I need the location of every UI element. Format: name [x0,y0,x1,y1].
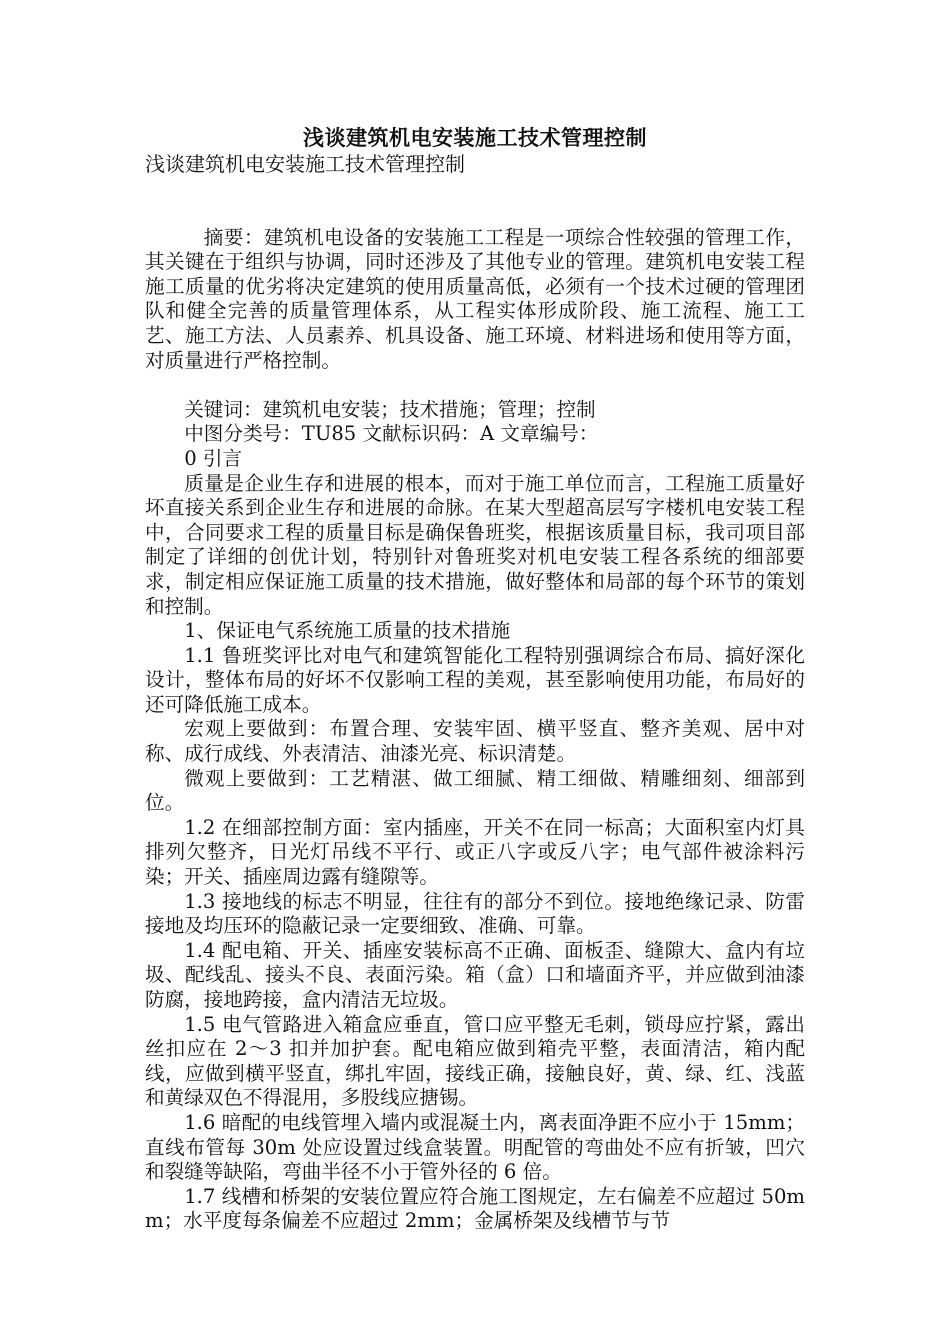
document-body [145,201,805,1234]
section-heading-1: 1、保证电气系统施工质量的技术措施 [184,619,511,643]
paragraph-1-7: 1.7 线槽和桥架的安装位置应符合施工图规定，左右偏差不应超过 50mm；水平度每条偏差不应超过 2mm；金属桥架及线槽节与节 [145,1184,805,1233]
paragraph-macro: 宏观上要做到：布置合理、安装牢固、横平竖直、整齐美观、居中对称、成行成线、外表清洁、油漆光亮、标识清楚。 [145,717,805,766]
paragraph-1-2: 1.2 在细部控制方面：室内插座，开关不在同一标高；大面积室内灯具排列欠整齐，日光灯吊线不平行、或正八字或反八字；电气部件被涂料污染；开关、插座周边露有缝隙等。 [145,815,805,889]
document-title: 浅谈建筑机电安装施工技术管理控制 [303,125,647,150]
blank-line [145,373,805,398]
classification-line: 中图分类号：TU85 文献标识码：A 文章编号： [184,422,599,446]
paragraph-1-1: 1.1 鲁班奖评比对电气和建筑智能化工程特别强调综合布局、搞好深化设计，整体布局的好坏不仅影响工程的美观，甚至影响使用功能，布局好的还可降低施工成本。 [145,643,805,716]
paragraph-1-4: 1.4 配电箱、开关、插座安装标高不正确、面板歪、缝隙大、盒内有垃圾、配线乱、接头不良、表面污染。箱（盒）口和墙面齐平，并应做到油漆防腐，接地跨接，盒内清洁无垃圾。 [145,938,805,1011]
paragraph-micro: 微观上要做到：工艺精湛、做工细腻、精工细做、精雕细刻、细部到位。 [145,766,805,815]
paragraph-1-5: 1.5 电气管路进入箱盒应垂直，管口应平整无毛刺，锁母应拧紧，露出丝扣应在 2～3 扣并加护套。配电箱应做到箱壳平整，表面清洁，箱内配线，应做到横平竖直，绑扎牢固，接线正确，接触良好，黄、绿、红、浅蓝和黄绿双色不得混用，多股线应搪锡。 [145,1012,805,1110]
document-subtitle: 浅谈建筑机电安装施工技术管理控制 [145,152,465,176]
abstract-paragraph: 摘要：建筑机电设备的安装施工工程是一项综合性较强的管理工作，其关键在于组织与协调，同时还涉及了其他专业的管理。建筑机电安装工程施工质量的优劣将决定建筑的使用质量高低，必须有一个技术过硬的管理团队和健全完善的质量管理体系，从工程实体形成阶段、施工流程、施工工艺、施工方法、人员素养、机具设备、施工环境、材料进场和使用等方面，对质量进行严格控制。 [145,225,805,372]
paragraph-1-6: 1.6 暗配的电线管埋入墙内或混凝土内，离表面净距不应小于 15mm；直线布管每 30m 处应设置过线盒装置。明配管的弯曲处不应有折皱，凹穴和裂缝等缺陷，弯曲半径不小于管外径的 6 倍。 [145,1110,805,1184]
keywords-line: 关键词：建筑机电安装；技术措施；管理；控制 [184,397,596,421]
blank-line [145,201,805,226]
paragraph-1-3: 1.3 接地线的标志不明显，往往有的部分不到位。接地绝缘记录、防雷接地及均压环的隐蔽记录一定要细致、准确、可靠。 [145,889,805,938]
section-heading-intro: 0 引言 [184,446,243,470]
intro-paragraph: 质量是企业生存和进展的根本，而对于施工单位而言，工程施工质量好坏直接关系到企业生存和进展的命脉。在某大型超高层写字楼机电安装工程中，合同要求工程的质量目标是确保鲁班奖，根据该质量目标，我司项目部制定了详细的创优计划，特别针对鲁班奖对机电安装工程各系统的细部要求，制定相应保证施工质量的技术措施，做好整体和局部的每个环节的策划和控制。 [145,471,805,618]
